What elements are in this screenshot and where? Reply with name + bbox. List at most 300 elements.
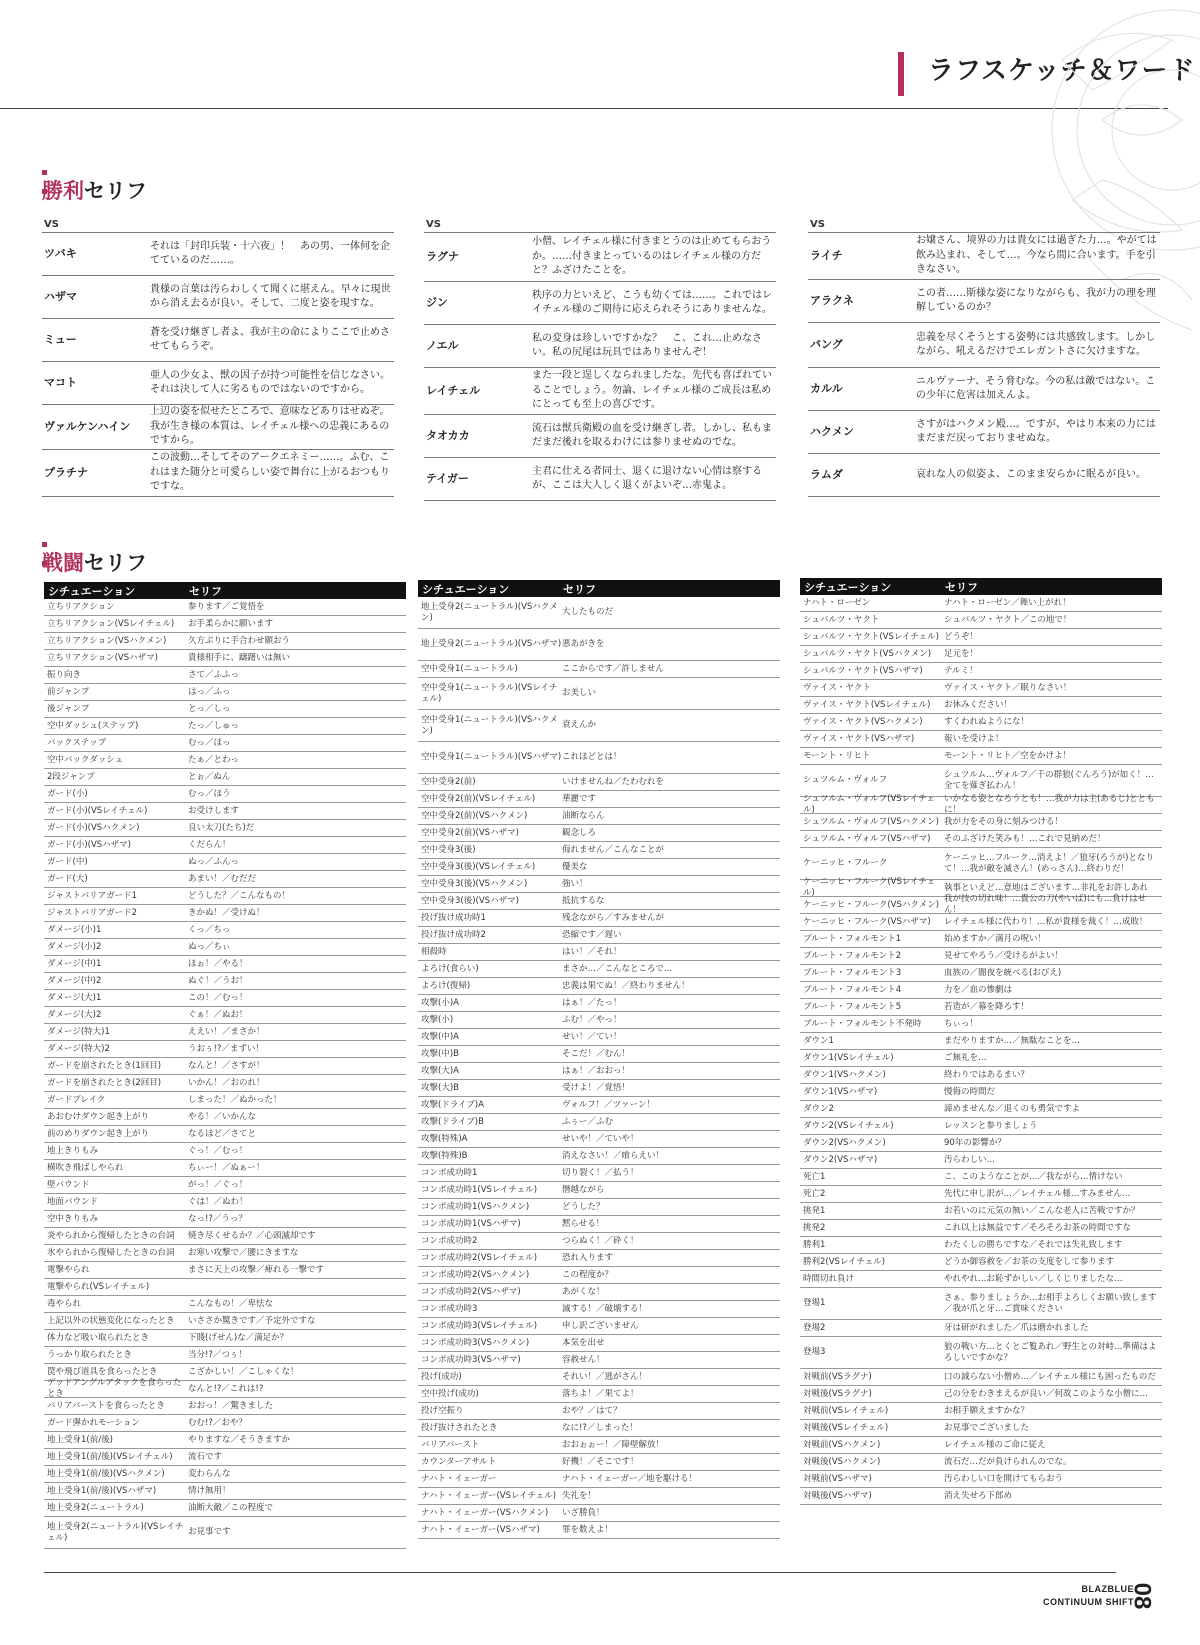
vs-label: VS [810, 219, 825, 230]
situation-cell: 死亡2 [803, 1188, 826, 1199]
situation-cell: ナハト・イェーガー(VSレイチェル) [421, 1490, 557, 1501]
table-row [418, 629, 780, 661]
table-row [800, 1369, 1162, 1386]
situation-cell: 攻撃(特殊)A [421, 1133, 468, 1144]
situation-cell: ジャストバリアガード1 [47, 890, 137, 901]
table-row [44, 820, 406, 837]
situation-cell: 空中ダッシュ(ステップ) [47, 720, 139, 731]
table-row [418, 1080, 780, 1097]
victory-row [424, 367, 776, 414]
line-cell: 執事といえど…意地はございます…非礼をお許しあれ [944, 882, 1149, 893]
opponent-name: レイチェル [426, 383, 481, 397]
victory-row [42, 449, 394, 496]
table-row [418, 1182, 780, 1199]
line-cell: 強い！ [562, 878, 588, 889]
table-row [44, 1109, 406, 1126]
table-row [800, 1437, 1162, 1454]
table-row [44, 1483, 406, 1500]
situation-cell: カウンターアサルト [421, 1456, 497, 1467]
situation-cell: ガードブレイク [47, 1094, 106, 1105]
battle-table-1 [44, 582, 406, 1549]
table-row [800, 1135, 1162, 1152]
line-cell: そこだ！／むん！ [562, 1048, 631, 1059]
situation-cell: ブルート・フォルモント2 [803, 950, 902, 961]
situation-cell: 立ちリアクション [47, 601, 115, 612]
victory-row [42, 232, 394, 275]
line-cell: はっ／ふっ [188, 686, 231, 697]
table-row [418, 774, 780, 791]
table-header [800, 578, 1162, 595]
situation-cell: よろけ(復帰) [421, 980, 471, 991]
table-row [44, 718, 406, 735]
situation-cell: ガード(小)(VSハクメン) [47, 822, 140, 833]
line-cell: 好機！／そこです！ [562, 1456, 639, 1467]
victory-row [808, 453, 1160, 496]
line-cell: 先代に申し訳が…／レイチェル様…すみません… [944, 1188, 1131, 1199]
table-row [44, 803, 406, 820]
situation-cell: ダメージ(中)2 [47, 975, 102, 986]
situation-cell: ヴァイス・ヤクト(VSハクメン) [803, 716, 923, 727]
situation-cell: ケーニッヒ・フルーク(VSハザマ) [803, 916, 931, 927]
line-cell: ここからです／許しません [562, 663, 664, 674]
situation-cell: ダメージ(大)2 [47, 1009, 102, 1020]
line-cell: やる！／いかんな [188, 1111, 257, 1122]
victory-column-3 [808, 218, 1160, 497]
victory-column-1 [42, 218, 394, 497]
line-cell: 諦めませんな／退くのも勇気ですよ [944, 1103, 1081, 1114]
situation-cell: 毒やられ [47, 1298, 82, 1309]
situation-cell: 空中受身2(前)(VSハクメン) [421, 810, 528, 821]
table-row [418, 995, 780, 1012]
table-row [418, 1488, 780, 1505]
line-cell: 報いを受けよ！ [944, 733, 1004, 744]
line-cell: こざかしい！／こしゃくな！ [188, 1366, 299, 1377]
line-cell: やりますな／そうきますか [188, 1434, 291, 1445]
line-cell: 本気を出せ [562, 1337, 605, 1348]
vs-label: VS [426, 219, 441, 230]
table-row [800, 931, 1162, 948]
situation-cell: 空中受身3(後)(VSハザマ) [421, 895, 519, 906]
table-row [44, 1432, 406, 1449]
battle-title-rest: セリフ [84, 550, 147, 575]
situation-cell: ブルート・フォルモント3 [803, 967, 902, 978]
line-cell: 黙らせる！ [562, 1218, 605, 1229]
line-cell: おおぉぉー！／障壁解放！ [562, 1439, 665, 1450]
line-cell: 観念しろ [562, 827, 597, 838]
situation-cell: 登場3 [803, 1347, 826, 1357]
situation-cell: ブルート・フォルモント不発時 [803, 1018, 922, 1029]
table-row [418, 944, 780, 961]
table-row [800, 814, 1162, 831]
situation-cell: 攻撃(小) [421, 1014, 454, 1025]
battle-table-2 [418, 580, 780, 1539]
victory-row [424, 232, 776, 281]
table-row [44, 1262, 406, 1279]
line-cell: いかん！／おのれ！ [188, 1077, 265, 1088]
line-cell: いけませんね／たわむれを [562, 776, 665, 787]
header-line: セリフ [945, 580, 978, 594]
line-cell: 衰えんか [562, 720, 597, 730]
victory-line: ニルヴァーナ、そう脅むな。今の私は敵ではない。この少年に危害は加えんよ。 [916, 375, 1156, 401]
table-row [44, 616, 406, 633]
line-cell: これほどとは！ [562, 752, 622, 762]
line-cell: がっ！／ぐっ！ [188, 1179, 248, 1190]
situation-cell: ガードを崩されたとき(2回目) [47, 1077, 162, 1088]
situation-cell: コンボ成功時1(VSハザマ) [421, 1218, 521, 1229]
table-row [44, 1466, 406, 1483]
victory-section-title [42, 175, 147, 205]
line-cell: 滅する！／破壊する！ [562, 1303, 648, 1314]
table-row [44, 1211, 406, 1228]
line-cell: 情け無用！ [188, 1485, 231, 1496]
table-row [418, 1250, 780, 1267]
situation-cell: 投げ(成功) [421, 1371, 462, 1382]
line-cell: 力を／血の惨劇は [944, 984, 1013, 995]
table-row [418, 1403, 780, 1420]
line-cell: 大したものだ [562, 607, 614, 617]
situation-cell: ガード(小) [47, 788, 88, 799]
header-line: セリフ [189, 584, 222, 598]
table-header [44, 582, 406, 599]
table-row [800, 1067, 1162, 1084]
situation-cell: バリアバーストを食らったとき [47, 1400, 165, 1411]
situation-cell: 空中受身2(前)(VSレイチェル) [421, 793, 536, 804]
line-cell: すくわれぬようにな！ [944, 716, 1030, 727]
situation-cell: 地上受身1(前/後) [47, 1434, 113, 1445]
table-row [44, 1347, 406, 1364]
line-cell: お休みください！ [944, 699, 1013, 710]
table-row [418, 661, 780, 678]
table-row [44, 1041, 406, 1058]
line-cell: 己の分をわきまえるが良い／何故このような小僧に… [944, 1388, 1149, 1399]
situation-cell: ナハト・ローゼン [803, 597, 871, 608]
situation-cell: シュツルム・ヴォルフ [803, 775, 888, 785]
table-row [800, 1454, 1162, 1471]
line-cell: 終わりではあるまい？ [944, 1069, 1030, 1080]
table-row [44, 1330, 406, 1347]
page-number: 08 [1128, 1582, 1156, 1610]
situation-cell: 地上受身1(前/後)(VSハクメン) [47, 1468, 165, 1479]
opponent-name: ラムダ [810, 467, 843, 481]
line-cell: 侮れません／こんなことが [562, 844, 665, 855]
opponent-name: アラクネ [810, 293, 854, 307]
situation-cell: ダウン1(VSレイチェル) [803, 1052, 894, 1063]
table-row [800, 1320, 1162, 1337]
table-row [800, 748, 1162, 765]
situation-cell: 壁バウンド [47, 1179, 90, 1190]
header-situation: シチュエーション [804, 580, 892, 594]
table-row [418, 808, 780, 825]
situation-cell: 空中受身2(前)(VSハザマ) [421, 827, 519, 838]
table-row [44, 786, 406, 803]
situation-cell: 対戦後(VSレイチェル) [803, 1422, 889, 1433]
line-cell: たぁ／とわっ [188, 754, 239, 765]
table-row [800, 595, 1162, 612]
line-cell: とっ／しっ [188, 703, 231, 714]
opponent-name: ミュー [44, 332, 77, 346]
table-row [44, 871, 406, 888]
victory-line: また一段と逞しくなられましたな。先代も喜ばれていることでしょう。勿論、レイチェル様のご成長は私めにとっても至上の喜びです。 [532, 370, 772, 411]
line-cell: 見せてやろう／受けるがよい！ [944, 950, 1064, 961]
situation-cell: コンボ成功時2(VSハザマ) [421, 1286, 521, 1297]
victory-row [42, 404, 394, 449]
opponent-name: カルル [810, 381, 843, 395]
situation-cell: 地上受身1(前/後)(VSハザマ) [47, 1485, 157, 1496]
situation-cell: 攻撃(大)A [421, 1065, 459, 1076]
situation-cell: 空中受身1(ニュートラル)(VSハザマ) [421, 752, 562, 762]
line-cell: うおぅ!?／まずい！ [188, 1043, 264, 1054]
situation-cell: コンボ成功時3(VSレイチェル) [421, 1320, 538, 1331]
table-row [44, 973, 406, 990]
table-row [800, 714, 1162, 731]
situation-cell: うっかり取られたとき [47, 1349, 133, 1360]
table-row [44, 922, 406, 939]
line-cell: わたくしの勝ちですな／それでは失礼致します [944, 1239, 1123, 1250]
victory-line: 貴様の言葉は汚らわしくて聞くに堪えん。早々に現世から消え去るが良い。そして、二度と姿を現すな。 [150, 283, 391, 309]
situation-cell: 空中受身3(後) [421, 844, 476, 855]
table-row [418, 876, 780, 893]
table-row [418, 1114, 780, 1131]
line-cell: 申し訳ございません [562, 1320, 639, 1331]
line-cell: 油断大敵／この程度で [188, 1502, 274, 1513]
table-row [418, 1454, 780, 1471]
situation-cell: ダウン1 [803, 1035, 834, 1046]
table-row [800, 1203, 1162, 1220]
line-cell: まだやりますか…／無駄なことを… [944, 1035, 1081, 1046]
line-cell: しまった！／ぬかった！ [188, 1094, 282, 1105]
table-row [800, 1169, 1162, 1186]
victory-row [808, 322, 1160, 367]
table-row [418, 1148, 780, 1165]
line-cell: 下賤(げせん)な／満足か？ [188, 1332, 289, 1343]
table-row [44, 1245, 406, 1262]
situation-cell: コンボ成功時3(VSハザマ) [421, 1354, 521, 1365]
situation-cell: バリアバースト [421, 1439, 480, 1450]
table-row [418, 910, 780, 927]
line-cell: 残念ながら／すみませんが [562, 912, 665, 923]
line-cell: 汚らわしい口を開けてもらおう [944, 1473, 1064, 1484]
situation-cell: コンボ成功時1(VSハクメン) [421, 1201, 530, 1212]
situation-cell: 前のめりダウン起き上がり [47, 1128, 150, 1139]
table-row [44, 1143, 406, 1160]
table-row [44, 1228, 406, 1245]
situation-cell: ナハト・イェーガー(VSハクメン) [421, 1507, 549, 1518]
line-cell: まさに天上の攻撃／痺れる一撃です [188, 1264, 325, 1275]
table-row [418, 791, 780, 808]
table-row [800, 1386, 1162, 1403]
situation-cell: シュツルム・ヴォルフ(VSハクメン) [803, 816, 939, 827]
situation-cell: ダウン2 [803, 1103, 834, 1114]
situation-cell: 2段ジャンプ [47, 771, 95, 782]
situation-cell: シュツルム・ヴォルフ(VSハザマ) [803, 833, 931, 844]
line-cell: 狼の戦い方…とくとご覧あれ／野生との対峙…準備はよろしいですかな？ [944, 1341, 1157, 1363]
situation-cell: 攻撃(ドライブ)A [421, 1099, 484, 1110]
opponent-name: ハザマ [44, 289, 77, 303]
line-cell: 落ちよ！／果てよ！ [562, 1388, 639, 1399]
situation-cell: ダウン1(VSハクメン) [803, 1069, 886, 1080]
line-cell: こんなもの！／卑怯な [188, 1298, 274, 1309]
situation-cell: 登場2 [803, 1322, 826, 1333]
situation-cell: 振り向き [47, 669, 82, 680]
table-row [418, 1012, 780, 1029]
situation-cell: ヴァイス・ヤクト(VSレイチェル) [803, 699, 931, 710]
situation-cell: ケーニッヒ・フルーク(VSハクメン) [803, 899, 940, 910]
table-row [44, 1313, 406, 1330]
line-cell: お寒い攻撃で／腰にきますな [188, 1247, 299, 1258]
line-cell: 受けよ！／覚悟！ [562, 1082, 631, 1093]
table-row [800, 1403, 1162, 1420]
line-cell: いささか驚きです／予定外ですな [188, 1315, 316, 1326]
victory-row [424, 324, 776, 367]
table-row [800, 680, 1162, 697]
table-row [418, 1352, 780, 1369]
line-cell: 消えなさい！／喰らえい！ [562, 1150, 665, 1161]
victory-line: さすがはハクメン殿…。ですが、やはり本来の力にはまだまだ戻っておりませぬな。 [916, 418, 1156, 444]
line-cell: なんと！／さすが！ [188, 1060, 265, 1071]
situation-cell: ダウン2(VSハザマ) [803, 1154, 878, 1165]
line-cell: 焼き尽くせるか？／心頭滅却です [188, 1230, 316, 1241]
line-cell: まさか…／こんなところで… [562, 963, 673, 974]
table-row [44, 1415, 406, 1432]
table-row [44, 633, 406, 650]
table-row [800, 629, 1162, 646]
victory-row [808, 232, 1160, 279]
line-cell: 若造が／幕を降ろす！ [944, 1001, 1030, 1012]
table-row [44, 905, 406, 922]
victory-row [808, 279, 1160, 322]
situation-cell: 時間切れ負け [803, 1273, 855, 1284]
line-cell: 恐れ入ります [562, 1252, 614, 1263]
line-cell: ナハト・イェーガー／地を駆ける！ [562, 1473, 697, 1484]
opponent-name: ジン [426, 295, 448, 309]
line-cell: おや？／はて？ [562, 1405, 622, 1416]
line-cell: こ、このようなことが…／我ながら…情けない [944, 1171, 1123, 1182]
line-cell: お美しい [562, 688, 597, 698]
victory-line: 流石は獣兵衛殿の血を受け継ぎし者。しかし、私もまだまだ後れを取るわけには参りませぬのでな。 [532, 422, 772, 448]
situation-cell: コンボ成功時1(VSレイチェル) [421, 1184, 538, 1195]
situation-cell: 攻撃(大)B [421, 1082, 459, 1093]
line-cell: たっ／しゅっ [188, 720, 240, 731]
battle-table-3 [800, 578, 1162, 1505]
situation-cell: ガード弾かれモーション [47, 1417, 140, 1428]
situation-cell: シュバルツ・ヤクト(VSハザマ) [803, 665, 923, 676]
table-row [800, 1337, 1162, 1369]
victory-row [42, 318, 394, 361]
victory-line: この者……斯様な姿になりながらも、我が力の理を理解しているのか？ [916, 287, 1156, 313]
victory-column-2 [424, 218, 776, 501]
table-row [418, 893, 780, 910]
battle-title-highlight: 戦闘 [42, 550, 84, 575]
situation-cell: モーント・リヒト [803, 750, 871, 761]
table-row [44, 752, 406, 769]
opponent-name: ライチ [810, 248, 843, 262]
line-cell: 貴様相手に、躊躇いは無い [188, 652, 291, 663]
header-accent-bar [898, 52, 904, 96]
line-cell: 我が力をその身に刻みつける！ [944, 816, 1063, 827]
situation-cell: コンボ成功時2(VSハクメン) [421, 1269, 530, 1280]
victory-row [424, 414, 776, 457]
victory-title-highlight: 勝利 [42, 178, 84, 203]
table-row [800, 1101, 1162, 1118]
table-row [44, 1279, 406, 1296]
situation-cell: 罠や飛び道具を食らったとき [47, 1366, 158, 1377]
line-cell: ナハト・ローゼン／舞い上がれ！ [944, 597, 1071, 608]
situation-cell: ダメージ(小)2 [47, 941, 102, 952]
situation-cell: デッドアングルアタックを食らったとき [47, 1378, 182, 1399]
line-cell: 華麗です [562, 793, 597, 804]
situation-cell: 対戦後(VSハザマ) [803, 1490, 872, 1501]
line-cell: シュツルム…ヴォルフ／千の群狼(ぐんろう)が如く！…全てを薙ぎ払わん！ [944, 769, 1154, 791]
line-cell: 忠義は果てぬ！／終わりません！ [562, 980, 690, 991]
situation-cell: コンボ成功時1 [421, 1167, 478, 1178]
line-cell: 優美な [562, 861, 588, 872]
situation-cell: ナハト・イェーガー(VSハザマ) [421, 1524, 540, 1535]
table-row [418, 859, 780, 876]
table-row [800, 894, 1162, 915]
line-cell: くだらん！ [188, 839, 231, 850]
line-cell: はぁ！／たっ！ [562, 997, 622, 1008]
table-row [44, 1296, 406, 1313]
situation-cell: ダウン2(VSレイチェル) [803, 1120, 894, 1131]
situation-cell: ヴァイス・ヤクト [803, 682, 871, 693]
table-row [800, 1186, 1162, 1203]
line-cell: 始めますか／満月の呪い！ [944, 933, 1047, 944]
victory-row [42, 361, 394, 404]
section-marker [42, 160, 56, 166]
line-cell: 失礼を！ [562, 1490, 597, 1501]
table-row [44, 1160, 406, 1177]
victory-row [42, 275, 394, 318]
table-row [800, 914, 1162, 931]
table-row [418, 842, 780, 859]
victory-line: お嬢さん、境界の力は貴女には過ぎた力…。やがては飲み込まれ、そして…。今なら間に合います。手を引きなさい。 [916, 235, 1157, 276]
victory-line: それは「封印兵装・十六夜」！ あの男、一体何を企てているのだ……。 [150, 240, 390, 266]
line-cell: 流石です [188, 1451, 223, 1462]
situation-cell: ブルート・フォルモント1 [803, 933, 902, 944]
table-row [800, 1220, 1162, 1237]
table-row [44, 667, 406, 684]
table-row [44, 1378, 406, 1399]
situation-cell: 対戦後(VSハクメン) [803, 1456, 881, 1467]
table-row [418, 1284, 780, 1301]
situation-cell: 炎やられから復帰したときの台詞 [47, 1230, 175, 1241]
line-cell: はい！／それ！ [562, 946, 622, 957]
situation-cell: ダメージ(中)1 [47, 958, 102, 969]
situation-cell: 攻撃(中)B [421, 1048, 459, 1059]
line-cell: この！／むっ！ [188, 992, 248, 1003]
line-cell: あまい！／むだだ [188, 873, 257, 884]
table-row [418, 1522, 780, 1539]
footer-rule [44, 1572, 1116, 1573]
line-cell: 恐縮です／遅い [562, 929, 622, 940]
line-cell: なるほど／さてと [188, 1128, 257, 1139]
table-row [418, 1097, 780, 1114]
table-row [800, 1016, 1162, 1033]
situation-cell: 地上受身2(ニュートラル)(VSハクメン) [421, 601, 558, 623]
situation-cell: 体力など吸い取られたとき [47, 1332, 150, 1343]
table-row [44, 1126, 406, 1143]
table-row [44, 939, 406, 956]
situation-cell: 登場1 [803, 1298, 826, 1308]
situation-cell: 地上受身2(ニュートラル)(VSレイチェル) [47, 1521, 184, 1543]
line-cell: ええい！／まさか！ [188, 1026, 265, 1037]
line-cell: 慢侮の時間だ [944, 1086, 996, 1097]
situation-cell: ナハト・イェーガー [421, 1473, 497, 1484]
line-cell: せい！／てい！ [562, 1031, 622, 1042]
situation-cell: ガード(大) [47, 873, 88, 884]
line-cell: レイチェル様のご命に従え [944, 1439, 1046, 1450]
line-cell: そのふざけた笑みも！…これで見納めだ！ [944, 833, 1106, 844]
